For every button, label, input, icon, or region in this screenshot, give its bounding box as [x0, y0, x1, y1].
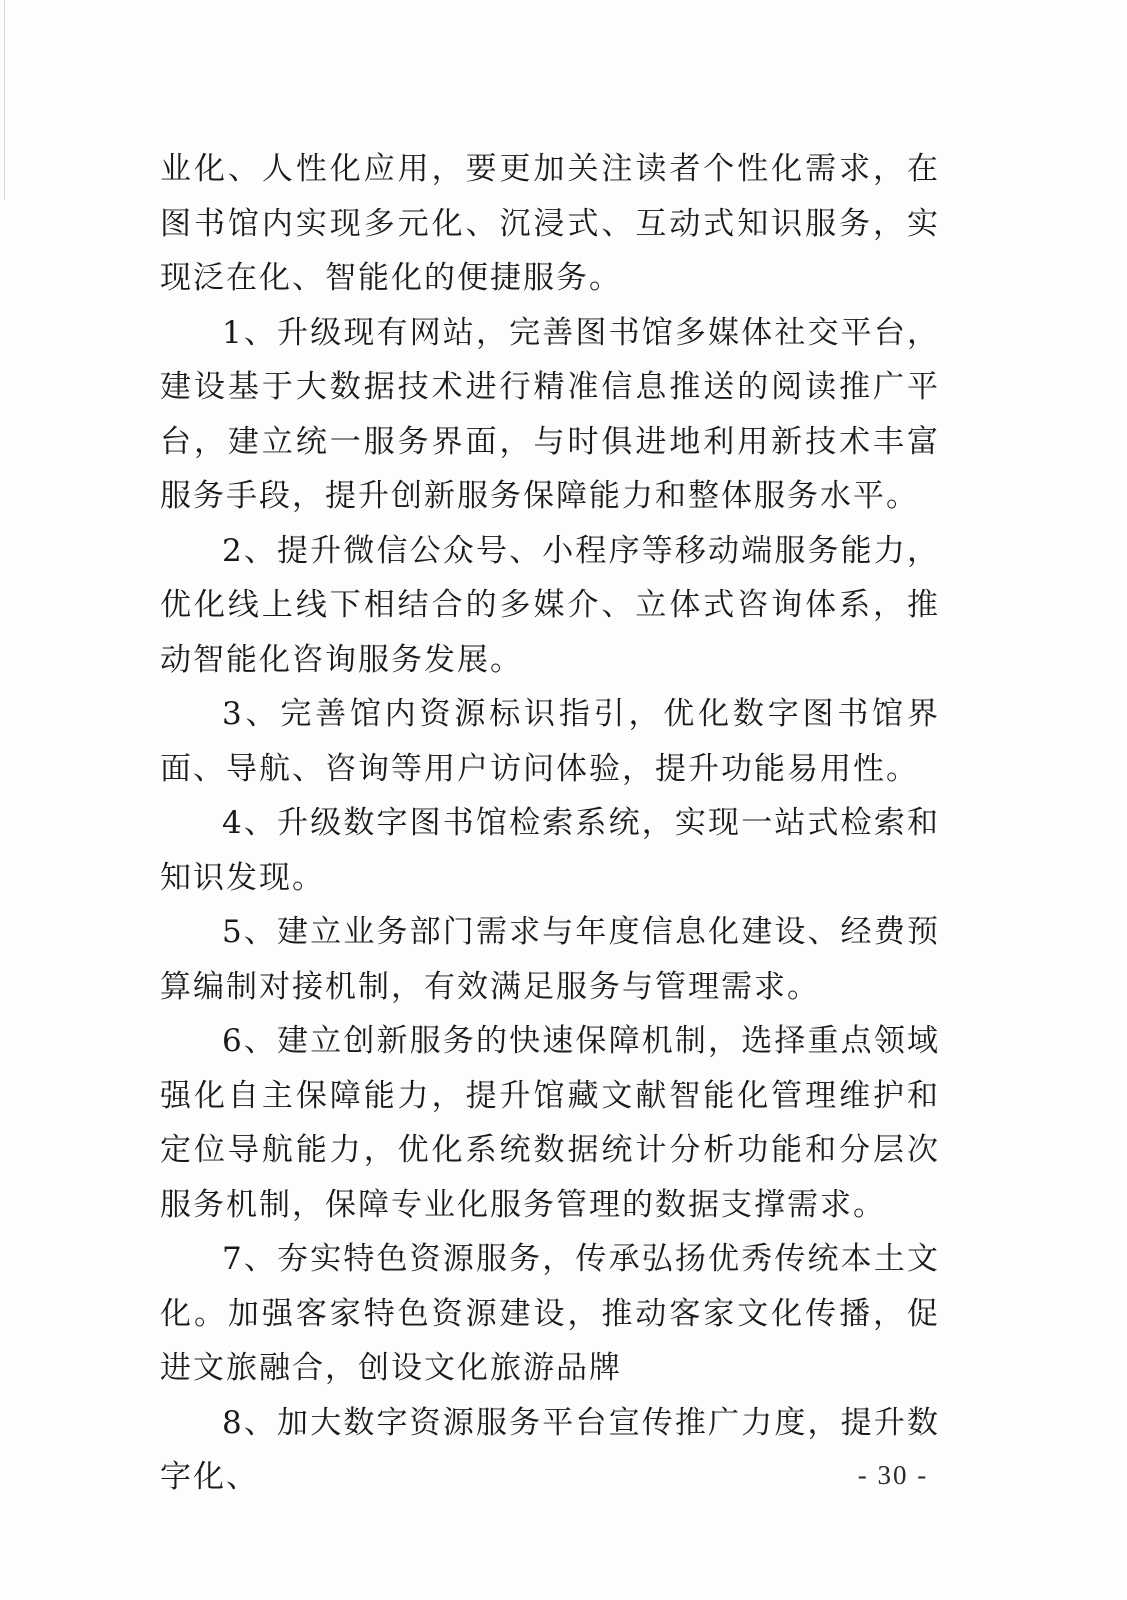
- paragraph-item-7: 7、夯实特色资源服务，传承弘扬优秀传统本土文化。加强客家特色资源建设，推动客家文化传播，促进文旅融合，创设文化旅游品牌: [160, 1241, 940, 1386]
- paragraph-item-1: 1、升级现有网站，完善图书馆多媒体社交平台，建设基于大数据技术进行精准信息推送的阅读推广平台，建立统一服务界面，与时俱进地利用新技术丰富服务手段，提升创新服务保障能力和整体服务水平。: [160, 314, 940, 514]
- paragraph-item-4: 4、升级数字图书馆检索系统，实现一站式检索和知识发现。: [160, 805, 940, 896]
- scan-edge-line: [4, 0, 5, 200]
- body-text: [160, 142, 940, 1505]
- paragraph-intro: 业化、人性化应用，要更加关注读者个性化需求，在图书馆内实现多元化、沉浸式、互动式知识服务，实现泛在化、智能化的便捷服务。: [160, 151, 940, 296]
- paragraph-item-2: 2、提升微信公众号、小程序等移动端服务能力，优化线上线下相结合的多媒介、立体式咨询体系，推动智能化咨询服务发展。: [160, 532, 940, 678]
- paragraph-item-5: 5、建立业务部门需求与年度信息化建设、经费预算编制对接机制，有效满足服务与管理需求。: [160, 914, 940, 1005]
- page-number: - 30 -: [857, 1460, 929, 1490]
- paragraph-item-6: 6、建立创新服务的快速保障机制，选择重点领域强化自主保障能力，提升馆藏文献智能化管理维护和定位导航能力，优化系统数据统计分析功能和分层次服务机制，保障专业化服务管理的数据支撑需求。: [160, 1023, 940, 1223]
- paragraph-item-3: 3、完善馆内资源标识指引，优化数字图书馆界面、导航、咨询等用户访问体验，提升功能易用性。: [160, 696, 940, 787]
- paragraph-item-8: 8、加大数字资源服务平台宣传推广力度，提升数字化、: [160, 1404, 940, 1495]
